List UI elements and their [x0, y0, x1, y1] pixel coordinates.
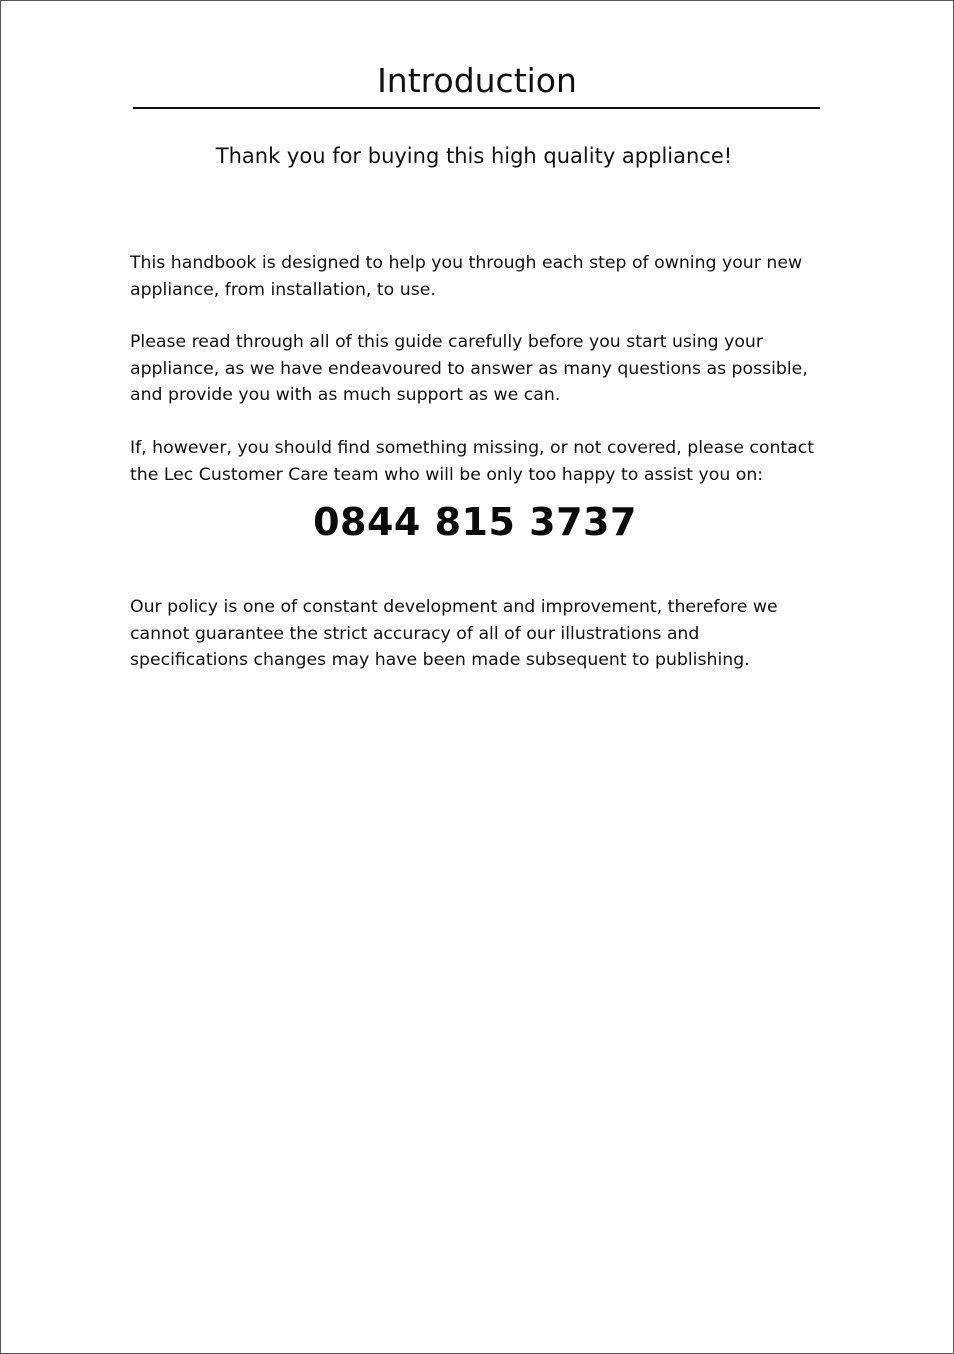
- intro-paragraph-read-guide: Please read through all of this guide carefully before you start using your appliance, as we have endeavoured to answer as many questions as possible, and provide you with as much support as we can.: [130, 332, 808, 405]
- intro-paragraph-policy: Our policy is one of constant development and improvement, therefore we cannot guarantee the strict accuracy of all of our illustrations and specifications changes may have been made subsequent to publishing.: [130, 597, 778, 670]
- page-title: Introduction: [377, 61, 577, 100]
- intro-paragraph-handbook: This handbook is designed to help you through each step of owning your new appliance, from installation, to use.: [130, 253, 803, 300]
- customer-care-phone-number: 0844 815 3737: [313, 500, 637, 544]
- intro-paragraph-contact: If, however, you should find something missing, or not covered, please contact the Lec Customer Care team who will be only too happy to assist you on:: [130, 438, 815, 485]
- thank-you-line: Thank you for buying this high quality appliance!: [215, 144, 733, 168]
- title-underline: [133, 107, 820, 109]
